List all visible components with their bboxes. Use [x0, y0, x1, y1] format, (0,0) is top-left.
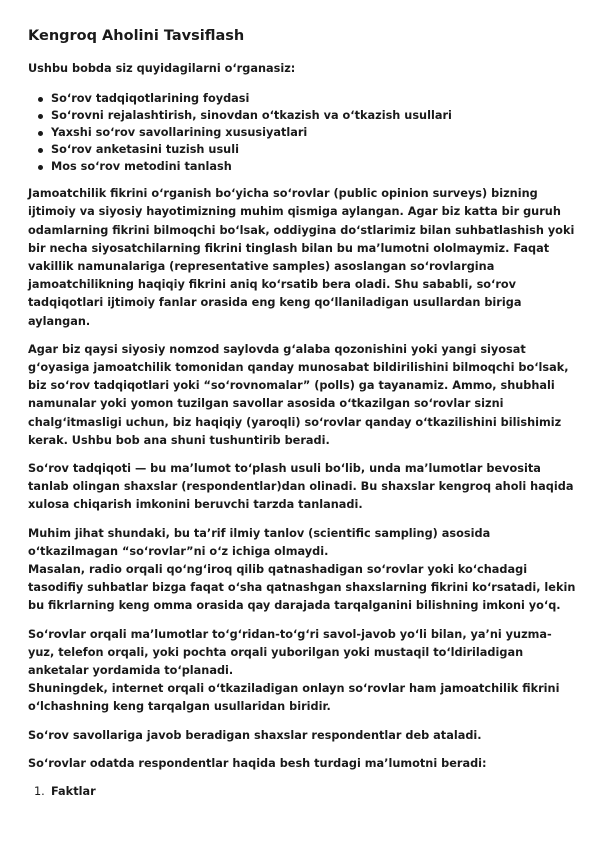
- paragraph-text: Shuningdek, internet orqali o‘tkaziladigan onlayn so‘rovlar ham jamoatchilik fikrini o‘lchashning keng tarqalgan usullaridan biridir.: [28, 682, 560, 714]
- page-title: Kengroq Aholini Tavsiflash: [28, 28, 245, 44]
- paragraph-text: Masalan, radio orqali qo‘ng‘iroq qilib qatnashadigan so‘rovlar yoki ko‘chadagi tasodifiy suhbatlar bizga faqat o‘sha qatnashgan shaxslarning fikrini ko‘rsatadi, lekin bu fikrlarning keng omma orasida qay darajada tarqalganini bilishning imkoni yo‘q.: [28, 563, 576, 613]
- paragraph: [28, 341, 576, 450]
- list-item: Mos so‘rov metodini tanlash: [38, 158, 576, 175]
- paragraph: [28, 185, 576, 331]
- paragraph-text: Agar biz qaysi siyosiy nomzod saylovda g‘alaba qozonishini yoki yangi siyosat g‘oyasiga jamoatchilik tomonidan qanday munosabat bildirilishini bilmoqchi bo‘lsak, biz so‘rov tadqiqotlari yoki “so‘rovnomalar” (polls) ga tayanamiz. Ammo, shubhali namunalar yoki yomon tuzilgan savollar asosida o‘tkazilgan so‘rovlar sizni chalg‘itmasligi uchun, biz haqiqiy (yaroqli) so‘rovlar qanday o‘tkazilishini bilishimiz kerak. Ushbu bob ana shuni tushuntirib beradi.: [28, 342, 569, 447]
- list-item: So‘rovni rejalashtirish, sinovdan o‘tkazish va o‘tkazish usullari: [38, 107, 576, 124]
- list-item: So‘rov anketasini tuzish usuli: [38, 141, 576, 158]
- list-item: So‘rov tadqiqotlarining foydasi: [38, 90, 576, 107]
- list-number: 1.: [34, 785, 45, 799]
- paragraph-text: Muhim jihat shundaki, bu ta’rif ilmiy tanlov (scientific sampling) asosida o‘tkazilmagan “so‘rovlar”ni o‘z ichiga olmaydi.: [28, 526, 491, 558]
- document-page: [28, 26, 576, 801]
- paragraph-text: So‘rov savollariga javob beradigan shaxslar respondentlar deb ataladi.: [28, 728, 482, 742]
- paragraph-text: Jamoatchilik fikrini o‘rganish bo‘yicha so‘rovlar (public opinion surveys) bizning ijtimoiy va siyosiy hayotimizning muhim qismiga aylangan. Agar biz katta bir guruh odamlarning fikrini bilmoqchi bo‘lsak, oddiygina do‘stlarimiz bilan suhbatlashish yoki bir necha siyosatchilarning fikrini tinglash bilan bu ma’lumotni ololmaymiz. Faqat vakillik namunalariga (representative samples) asoslangan so‘rovlargina jamoatchilikning haqiqiy fikrini aniq ko‘rsatib bera oladi. Shu sababli, so‘rov tadqiqotlari ijtimoiy fanlar orasida eng keng qo‘llaniladigan usullardan biriga aylangan.: [28, 187, 575, 328]
- list-item: Yaxshi so‘rov savollarining xususiyatlari: [38, 124, 576, 141]
- paragraph-text: So‘rovlar orqali ma’lumotlar to‘g‘ridan-to‘g‘ri savol-javob yo‘li bilan, ya’ni yuzma-yuz, telefon orqali, yoki pochta orqali yuborilgan yoki mustaqil to‘ldiriladigan anketalar yordamida to‘planadi.: [28, 627, 552, 678]
- paragraph: [28, 755, 576, 773]
- paragraph: [28, 525, 576, 616]
- intro-text: Ushbu bobda siz quyidagilarni o‘rganasiz:: [28, 62, 296, 75]
- paragraph: [28, 460, 576, 515]
- list-item: [28, 783, 576, 801]
- paragraph: [28, 727, 576, 745]
- paragraph-text: So‘rov tadqiqoti — bu ma’lumot to‘plash usuli bo‘lib, unda ma’lumotlar bevosita tanlab olingan shaxslar (respondentlar)dan olinadi. Bu shaxslar kengroq aholi haqida xulosa chiqarish imkonini beruvchi tarzda tanlanadi.: [28, 462, 574, 512]
- learning-goals-list: [28, 90, 576, 175]
- paragraph-text: So‘rovlar odatda respondentlar haqida besh turdagi ma’lumotni beradi:: [28, 756, 487, 770]
- paragraph: [28, 626, 576, 717]
- list-item-label: Faktlar: [51, 785, 96, 799]
- info-types-list: [28, 783, 576, 801]
